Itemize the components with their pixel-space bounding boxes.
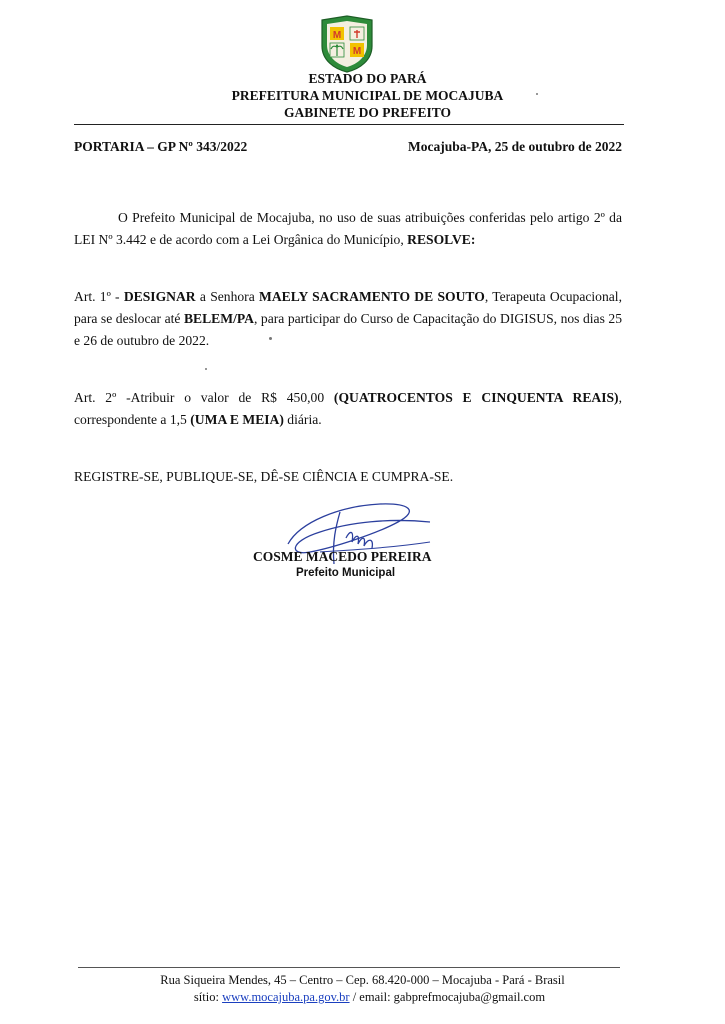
header-office: GABINETE DO PREFEITO	[283, 105, 452, 120]
scan-speck	[269, 337, 272, 340]
header-prefecture: PREFEITURA MUNICIPAL DE MOCAJUBA	[231, 88, 504, 103]
footer-address: Rua Siqueira Mendes, 45 – Centro – Cep. 68.420-000 – Mocajuba - Pará - Brasil	[160, 973, 565, 987]
article-2-quantity-words: (UMA E MEIA)	[190, 412, 284, 427]
footer-contact	[14, 989, 725, 1006]
article-2-amount-words: (QUATROCENTOS E CINQUENTA REAIS)	[333, 390, 619, 405]
article-1-paragraph	[74, 286, 622, 352]
article-1-person: MAELY SACRAMENTO DE SOUTO	[259, 289, 485, 304]
article-1-text-b: , Terapeuta Ocupacional, para se deslocar até	[74, 289, 622, 326]
footer-email-label: / email:	[349, 990, 394, 1004]
preamble-text: O Prefeito Municipal de Mocajuba, no uso de suas atribuições conferidas pelo artigo 2º da LEI Nº 3.442 e de acordo com a Lei Orgânica do Município,	[74, 210, 622, 247]
footer-site-label: sítio:	[193, 990, 223, 1004]
signatory-role: Prefeito Municipal	[296, 567, 396, 579]
scan-speck	[536, 93, 538, 95]
svg-text:M: M	[352, 46, 362, 57]
footer-email: gabprefmocajuba@gmail.com	[393, 990, 546, 1004]
footer-divider	[78, 967, 620, 968]
article-1-action: DESIGNAR	[123, 289, 196, 304]
document-footer	[0, 972, 725, 1006]
article-2-text-c: diária.	[283, 412, 322, 427]
ordinance-number: PORTARIA – GP Nº 343/2022	[74, 139, 248, 154]
article-1-text-a: a Senhora	[195, 289, 259, 304]
article-2-paragraph	[74, 387, 622, 431]
place-date: Mocajuba-PA, 25 de outubro de 2022	[407, 139, 622, 154]
preamble-paragraph	[74, 207, 622, 251]
municipal-crest-logo	[318, 14, 376, 74]
signatory-name: COSME MACEDO PEREIRA	[253, 549, 432, 564]
preamble-resolve: RESOLVE:	[407, 232, 476, 247]
document-header	[0, 70, 725, 121]
article-1-destination: BELEM/PA	[183, 311, 254, 326]
scan-speck	[205, 368, 207, 370]
header-state: ESTADO DO PARÁ	[308, 71, 427, 86]
svg-text:M: M	[332, 30, 342, 41]
article-1-prefix: Art. 1º -	[74, 289, 124, 304]
header-divider	[74, 124, 624, 125]
article-1-text-c: , para participar do Curso de Capacitação do DIGISUS, nos dias 25 e 26 de outubro de 2022.	[74, 311, 622, 348]
footer-site-link[interactable]: www.mocajuba.pa.gov.br	[222, 990, 350, 1004]
article-2-text-a: Art. 2º -Atribuir o valor de R$ 450,00	[74, 390, 334, 405]
article-2-text-b: , correspondente a 1,5	[74, 390, 622, 427]
closing-paragraph: REGISTRE-SE, PUBLIQUE-SE, DÊ-SE CIÊNCIA E CUMPRA-SE.	[74, 469, 454, 484]
